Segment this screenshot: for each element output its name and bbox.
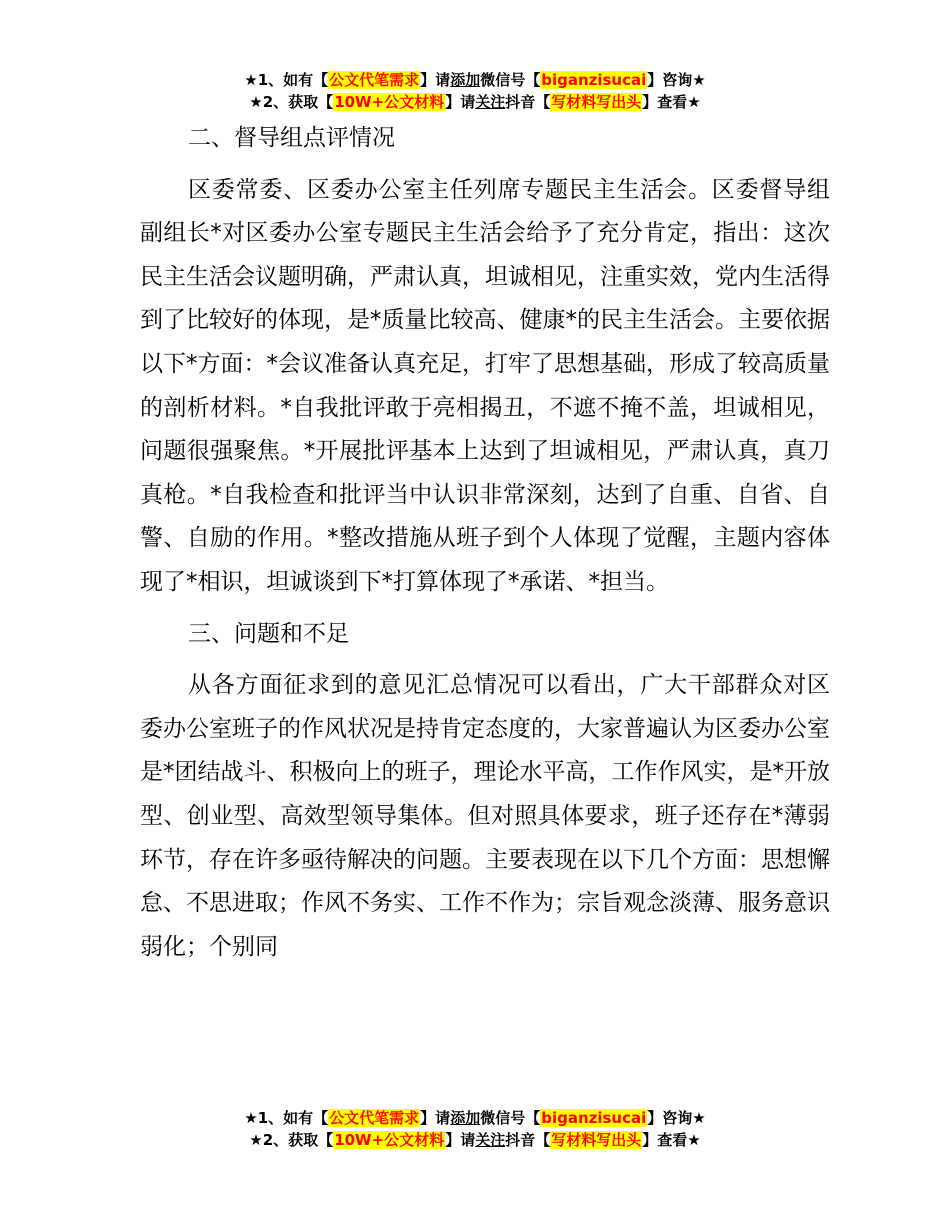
section-2-heading: 二、督导组点评情况 — [188, 125, 395, 151]
section-3-paragraph: 从各方面征求到的意见汇总情况可以看出，广大干部群众对区委办公室班子的作风状况是持肯定态度的，大家普遍认为区委办公室是*团结战斗、积极向上的班子，理论水平高，工作作风实，是*开放型、创业型、高效型领导集体。但对照具体要求，班子还存在*薄弱环节，存在许多亟待解决的问题。主要表现在以下几个方面：思想懈怠、不思进取；作风不务实、工作不作为；宗旨观念淡薄、服务意识弱化；个别同 — [140, 672, 830, 960]
footer-highlight-materials: 10W+公文材料 — [334, 1131, 445, 1149]
banner-highlight-wechat: biganzisucai — [541, 71, 647, 89]
banner-highlight-materials: 10W+公文材料 — [334, 93, 445, 111]
footer-banner — [0, 1107, 950, 1151]
banner-line-1: ★1、如有【公文代笔需求】请添加微信号【biganzisucai】咨询★ — [244, 71, 706, 89]
banner-highlight-service: 公文代笔需求 — [329, 71, 420, 89]
footer-highlight-wechat: biganzisucai — [541, 1109, 647, 1127]
footer-banner-line-2: ★2、获取【10W+公文材料】请关注抖音【写材料写出头】查看★ — [249, 1131, 701, 1149]
section-3-heading: 三、问题和不足 — [188, 620, 349, 647]
section-2-paragraph: 区委常委、区委办公室主任列席专题民主生活会。区委督导组副组长*对区委办公室专题民主生活会给予了充分肯定，指出：这次民主生活会议题明确，严肃认真，坦诚相见，注重实效，党内生活得到了比较好的体现，是*质量比较高、健康*的民主生活会。主要依据以下*方面：*会议准备认真充足，打牢了思想基础，形成了较高质量的剖析材料。*自我批评敢于亮相揭丑，不遮不掩不盖，坦诚相见，问题很强聚焦。*开展批评基本上达到了坦诚相见，严肃认真，真刀真枪。*自我检查和批评当中认识非常深刻，达到了自重、自省、自警、自励的作用。*整改措施从班子到个人体现了觉醒，主题内容体现了*相识，坦诚谈到下*打算体现了*承诺、*担当。 — [140, 176, 830, 595]
document-body — [140, 117, 830, 977]
banner-line-2: ★2、获取【10W+公文材料】请关注抖音【写材料写出头】查看★ — [249, 93, 701, 111]
footer-highlight-douyin: 写材料写出头 — [551, 1131, 642, 1149]
header-banner — [0, 69, 950, 113]
banner-highlight-douyin: 写材料写出头 — [551, 93, 642, 111]
footer-highlight-service: 公文代笔需求 — [329, 1109, 420, 1127]
footer-banner-line-1: ★1、如有【公文代笔需求】请添加微信号【biganzisucai】咨询★ — [244, 1109, 706, 1127]
